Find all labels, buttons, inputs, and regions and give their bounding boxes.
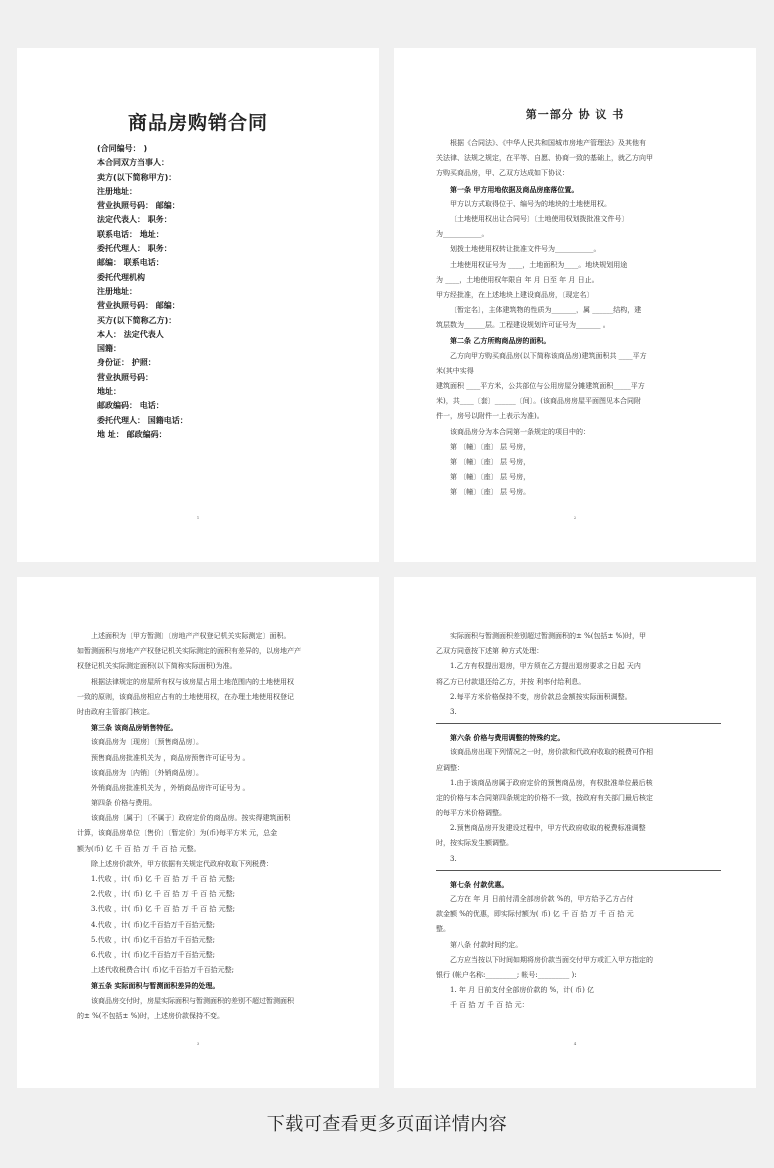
- text-line: 划拨土地使用权转让批准文件号为___________。: [450, 245, 601, 254]
- page-number: 4: [573, 1041, 577, 1046]
- text-line: 1. 年 月 日前支付全部房价款的 %，计( 币) 亿: [450, 986, 595, 995]
- text-line: 一致的原则，该商品房相应占有的土地使用权，在办理土地使用权登记: [77, 692, 294, 701]
- contract-page-2: [394, 48, 756, 562]
- clause-heading: 第六条 价格与费用调整的特殊约定。: [450, 733, 565, 743]
- text-line: 除上述房价款外，甲方依据有关规定代政府收取下列税费：: [91, 859, 273, 868]
- text-line: 米)，共____〔套〕______〔间〕。(该商品房房屋平面图见本合同附: [436, 397, 641, 406]
- contract-title: 商品房购销合同: [127, 112, 268, 134]
- text-line: 额为(币) 亿 千 百 拾 万 千 百 拾 元整。: [77, 844, 201, 853]
- form-row: 营业执照号码： 邮编：: [97, 201, 180, 211]
- text-line: 3.代收 ，计( 币) 亿 千 百 拾 万 千 百 拾 元整;: [91, 905, 235, 914]
- text-line: 千 百 拾 万 千 百 拾 元：: [450, 1001, 529, 1010]
- form-row: 邮编： 联系电话：: [97, 258, 164, 268]
- text-line: 米(其中实得: [436, 366, 474, 375]
- form-row: 法定代表人： 职务：: [97, 215, 172, 225]
- text-line: 该商品房为〔内销〕〔外销商品房〕。: [91, 768, 203, 777]
- text-line: 乙方向甲方购买商品房(以下简称该商品房)建筑面积共 ____平方: [450, 351, 647, 360]
- text-line: 时由政府主管部门核定。: [77, 707, 154, 716]
- text-line: 第八条 付款时间约定。: [450, 940, 523, 949]
- form-row: 联系电话： 地址：: [97, 229, 164, 239]
- text-line: 上述面积为〔甲方暂测〕〔房地产产权登记机关实际测定〕面积。: [91, 632, 291, 640]
- text-line: 关法律、法规之规定，在平等、自愿、协商一致的基础上，就乙方向甲: [436, 154, 653, 163]
- clause-heading: 第五条 实际面积与暂测面积差异的处理。: [91, 981, 220, 991]
- text-line: 上述代收税费合计( 币)亿千百拾万千百拾元整;: [91, 966, 235, 975]
- form-row: 邮政编码： 电话：: [97, 401, 164, 411]
- form-row: 地 址： 邮政编码：: [97, 429, 167, 439]
- text-line: 计算，该商品房单位〔售价〕〔暂定价〕为(币)每平方米 元，总金: [77, 829, 278, 838]
- text-line: 时，按实际发生额调整。: [436, 839, 513, 848]
- text-line: 根据《合同法》、《中华人民共和国城市房地产管理法》及其他有: [450, 139, 646, 147]
- text-line: 定的价格与本合同第四条规定的价格不一致，按政府有关部门最后核定: [436, 793, 653, 802]
- page-number: 2: [573, 515, 577, 520]
- text-line: 建筑面积 ____平方米，公共部位与公用房屋分摊建筑面积_____平方: [436, 382, 645, 390]
- page-number: 3: [196, 1041, 200, 1046]
- text-line: 件一，房号以附件一上表示为准)。: [436, 412, 544, 421]
- text-line: 3.: [450, 854, 457, 863]
- text-line: 如暂测面积与房地产产权登记机关实际测定的面积有差异的，以房地产产: [77, 647, 301, 656]
- text-line: 的每平方米价格调整。: [436, 809, 506, 818]
- text-line: 第 〔幢〕〔座〕 层 号房，: [450, 442, 531, 451]
- clause-heading: 第一条 甲方用地依据及商品房座落位置。: [450, 184, 579, 194]
- text-line: 1.代收 ，计( 币) 亿 千 百 拾 万 千 百 拾 元整;: [91, 875, 235, 883]
- text-line: 土地使用权证号为 ____，土地面积为____。地块规划用途: [450, 260, 628, 269]
- form-row: 营业执照号码： 邮编：: [97, 301, 180, 311]
- form-row: 买方(以下简称乙方)：: [97, 315, 177, 325]
- form-row: 注册地址：: [97, 286, 137, 296]
- text-line: 实际面积与暂测面积差别超过暂测面积的± %(包括± %)时，甲: [450, 632, 646, 640]
- form-row: 身份证： 护照：: [97, 358, 156, 368]
- text-line: 甲方经批准，在上述地块上建设商品房，〔现定名〕: [436, 290, 594, 299]
- agreement-text: [77, 629, 367, 1024]
- form-row: 本人： 法定代表人: [97, 329, 164, 339]
- form-row: 地址：: [97, 387, 121, 397]
- contract-page-1: [17, 48, 379, 562]
- text-line: 甲方以方式取得位于、编号为的地块的土地使用权。: [450, 199, 611, 208]
- text-line: 该商品房交付时，房屋实际面积与暂测面积的差别不超过暂测面积: [91, 996, 294, 1005]
- divider: [436, 723, 721, 724]
- text-line: 根据法律规定的房屋所有权与该房屋占用土地范围内的土地使用权: [91, 677, 294, 686]
- form-row: (合同编号： ): [97, 144, 148, 153]
- contract-page-4: [394, 577, 756, 1088]
- form-row: 国籍：: [97, 344, 121, 354]
- text-line: 权登记机关实际测定面积(以下简称实际面积)为准。: [77, 662, 237, 671]
- form-row: 委托代理机构: [97, 272, 145, 282]
- text-line: 该商品房出现下列情况之一时，房价款和代政府收取的税费可作相: [450, 748, 653, 757]
- form-row: 委托代理人： 国籍电话：: [97, 415, 188, 425]
- text-line: 银行 (帐户名称:_________; 帐号:_________ ):: [436, 970, 577, 979]
- form-row: 营业执照号码：: [97, 372, 153, 382]
- download-more-caption: 下载可查看更多页面详情内容: [266, 1114, 508, 1135]
- text-line: 该商品房分为本合同第一条规定的项目中的：: [450, 427, 590, 436]
- text-line: 该商品房为〔现房〕〔预售商品房〕。: [91, 738, 203, 747]
- form-row: 卖方(以下简称甲方)：: [97, 172, 177, 182]
- page-number: 1: [196, 515, 200, 520]
- text-line: 为 ____，土地使用权年限自 年 月 日至 年 月 日止。: [436, 275, 599, 284]
- text-line: 方购买商品房，甲、乙双方达成如下协议：: [436, 169, 569, 178]
- party-info-form: [97, 142, 337, 442]
- text-line: 6.代收 ，计( 币)亿千百拾万千百拾元整;: [91, 950, 215, 959]
- text-line: 4.代收 ，计( 币)亿千百拾万千百拾元整;: [91, 920, 215, 929]
- text-line: 〔土地使用权出让合同号〕〔土地使用权划拨批准文件号〕: [450, 214, 629, 223]
- text-line: 该商品房〔属于〕〔不属于〕政府定价的商品房。按实得建筑面积: [91, 814, 291, 823]
- text-line: 预售商品房批准机关为 ，商品房预售许可证号为 。: [91, 753, 250, 762]
- text-line: 3.: [450, 707, 457, 716]
- agreement-text: [436, 629, 721, 1014]
- text-line: 1.乙方有权提出退房，甲方须在乙方提出退房要求之日起 天内: [450, 662, 641, 671]
- text-line: 乙双方同意按下述第 种方式处理：: [436, 647, 544, 656]
- text-line: 为___________。: [436, 230, 489, 239]
- clause-heading: 第七条 付款优惠。: [450, 879, 509, 889]
- section-title: 第一部分 协 议 书: [525, 108, 625, 121]
- text-line: 第 〔幢〕〔座〕 层 号房。: [450, 488, 531, 497]
- text-line: 2.每平方米价格保持不变，房价款总金额按实际面积调整。: [450, 692, 632, 701]
- text-line: 款金额 %的优惠，即实际付额为( 币) 亿 千 百 拾 万 千 百 拾 元: [436, 910, 634, 919]
- text-line: 第 〔幢〕〔座〕 层 号房，: [450, 473, 531, 482]
- contract-page-3: [17, 577, 379, 1088]
- form-row: 注册地址：: [97, 186, 137, 196]
- text-line: 的± %(不包括± %)时，上述房价款保持不变。: [77, 1011, 224, 1020]
- text-line: 整。: [436, 925, 450, 934]
- text-line: 将乙方已付款退还给乙方，并按 利率付给利息。: [436, 677, 586, 686]
- form-row: 本合同双方当事人：: [97, 158, 169, 168]
- text-line: 2.预售商品房开发建设过程中，甲方代政府收取的税费标准调整: [450, 824, 646, 833]
- agreement-text: [436, 136, 736, 501]
- clause-heading: 第三条 该商品房销售特征。: [91, 723, 178, 733]
- form-row: 委托代理人： 职务：: [97, 244, 172, 254]
- text-line: 筑层数为______层。工程建设规划许可证号为_______ 。: [436, 321, 610, 330]
- text-line: 第 〔幢〕〔座〕 层 号房，: [450, 457, 531, 466]
- text-line: 外销商品房批准机关为 ，外销商品房许可证号为 。: [91, 783, 250, 792]
- text-line: 5.代收 ，计( 币)亿千百拾万千百拾元整;: [91, 935, 215, 944]
- text-line: 乙方应当按以下时间如期将房价款当面交付甲方或汇入甲方指定的: [450, 955, 653, 964]
- text-line: 2.代收 ，计( 币) 亿 千 百 拾 万 千 百 拾 元整;: [91, 890, 235, 899]
- text-line: 应调整：: [436, 763, 464, 772]
- text-line: 第四条 价格与费用。: [91, 799, 157, 808]
- text-line: 乙方在 年 月 日前付清全部房价款 %的，甲方给予乙方占付: [450, 895, 634, 903]
- text-line: 〔暂定名〕，主体建筑物的性质为_______，属 ______结构，建: [450, 306, 642, 315]
- clause-heading: 第二条 乙方所购商品房的面积。: [450, 336, 551, 346]
- text-line: 1.由于该商品房属于政府定价的预售商品房，有权批准单位最后核: [450, 778, 653, 787]
- divider: [436, 870, 721, 871]
